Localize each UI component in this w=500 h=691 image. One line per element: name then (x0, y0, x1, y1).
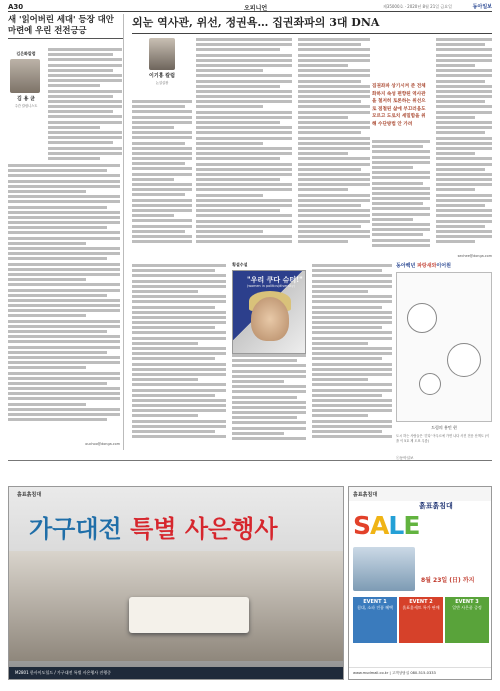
main-body-col-2b (372, 140, 430, 258)
paper-name: 동아일보 (472, 4, 492, 10)
cartoon-title-b: 파랑새와 (417, 263, 437, 269)
ad-logo: 흙표흙침대 (17, 492, 42, 498)
ad-headline-a: 가구대전 (29, 515, 131, 543)
main-body-col-2 (298, 38, 370, 258)
issue-date: 제35000호 · 2020년 8월 21일 금요일 (382, 4, 452, 9)
main-article-title: 외눈 역사관, 위선, 정권욕… 집권좌파의 3대 DNA (132, 16, 380, 29)
event-number: EVENT 2 (409, 599, 433, 605)
author-photo (149, 38, 175, 70)
left-body-text-a (48, 48, 122, 168)
page-header (8, 2, 492, 12)
ad-bed-image (129, 597, 249, 633)
cartoon-figure (447, 343, 481, 377)
author-photo (10, 59, 40, 93)
photo-headline: "우리 쿠다 슈터!" (247, 275, 303, 284)
ad-brand: 흙표흙침대 (419, 502, 453, 510)
pull-quote: 집권좌파 상기시켜 준 전체화하지 속성 편향된 역사관을 철저히 토론하는 위선으로 점철된 삶에 부끄러움도 모르고 도로치 세밀함을 위해 수단방법 안 가려 (372, 84, 426, 127)
ad-top-banner: 흙표흙침대 (349, 487, 491, 501)
ad-bed-image (353, 547, 415, 591)
main-body-col-1a (196, 38, 292, 258)
opinion-column-box (232, 262, 306, 354)
event-text: 흙표흙세트 특가 판매 (402, 605, 440, 610)
author-affiliation: 논설실장 (155, 81, 169, 85)
lower-article-text-a (132, 264, 226, 450)
left-body-text-b (8, 164, 120, 440)
copyright-label: ⓒ동아일보 (396, 456, 414, 460)
author-name: 김 용 균 (17, 96, 35, 102)
sale-letter: E (403, 511, 420, 540)
author-name: 이기홍 칼럼 (149, 73, 175, 79)
author-affiliation: 주간 칼럼니스트 (14, 104, 38, 108)
cartoon-title-c: 이어원 (436, 263, 451, 269)
event-text: 일반 사은품 증정 (452, 605, 482, 610)
section-title: 오피니언 (244, 5, 268, 12)
cartoon-credit: 도시 하는 사람들은 '걷다' 아우르에 가면 나다 사진 전문 산책도 (이을 이 5호 제 도표 무릎) (396, 434, 490, 443)
page-number: A30 (8, 3, 24, 11)
photo-subtitle: (women in politics/diversity) (247, 284, 296, 288)
cartoon-title-a: 동아백년 (396, 263, 416, 269)
sale-ad[interactable] (348, 486, 492, 680)
event-number: EVENT 1 (363, 599, 387, 605)
lower-article-text-c (312, 264, 392, 450)
ad-headline-b: 특별 사은행사 (130, 515, 278, 543)
cartoon-drawing (396, 272, 492, 422)
sale-headline (353, 511, 419, 540)
main-author-box (132, 38, 192, 98)
ad-headline (29, 509, 278, 544)
cartoon-box (396, 262, 492, 452)
ad-footer-bar: M2801 한사이도힐드 / 가구대전 특별 사은행사 진행중 (9, 667, 344, 679)
lower-article-text-b (232, 354, 306, 450)
event-card[interactable] (353, 597, 397, 643)
event-number: EVENT 3 (455, 599, 479, 605)
column-label: 횡설수설 (232, 262, 248, 267)
column-label: 김은화칼럼 (16, 51, 36, 56)
sale-letter: A (370, 511, 389, 540)
event-text: 침대, 소파 전품 혜택 (357, 605, 393, 610)
sale-letter: L (388, 511, 404, 540)
cartoon-figure (419, 373, 441, 395)
left-article-title: 새 '읽어버린 세대' 등장 대안 마련에 우린 전전긍긍 (8, 14, 114, 35)
ad-contact[interactable]: www.mudmall.co.kr | 고객상담실 080-515-0333 (349, 667, 492, 679)
event-list (353, 597, 489, 643)
left-author-email[interactable]: ouchoo@donga.com (85, 442, 120, 446)
sale-date: 8월 23일 (日) 까지 (421, 577, 475, 584)
divider (132, 33, 492, 34)
furniture-ad[interactable] (8, 486, 344, 680)
portrait-face (251, 297, 289, 341)
main-body-col-3 (436, 38, 492, 258)
divider (8, 38, 123, 39)
cartoon-figure (407, 303, 437, 333)
sale-letter: S (353, 511, 371, 540)
main-body-col-1b (132, 100, 192, 258)
divider (8, 460, 492, 461)
news-photo (232, 270, 306, 354)
event-card[interactable] (399, 597, 443, 643)
cartoon-title (396, 262, 492, 269)
event-card[interactable] (445, 597, 489, 643)
left-author-box (8, 48, 44, 148)
left-column-article (8, 14, 124, 450)
cartoon-caption: 드림의 흥민 현 (431, 425, 457, 430)
main-author-email[interactable]: sechee@donga.com (457, 254, 492, 258)
